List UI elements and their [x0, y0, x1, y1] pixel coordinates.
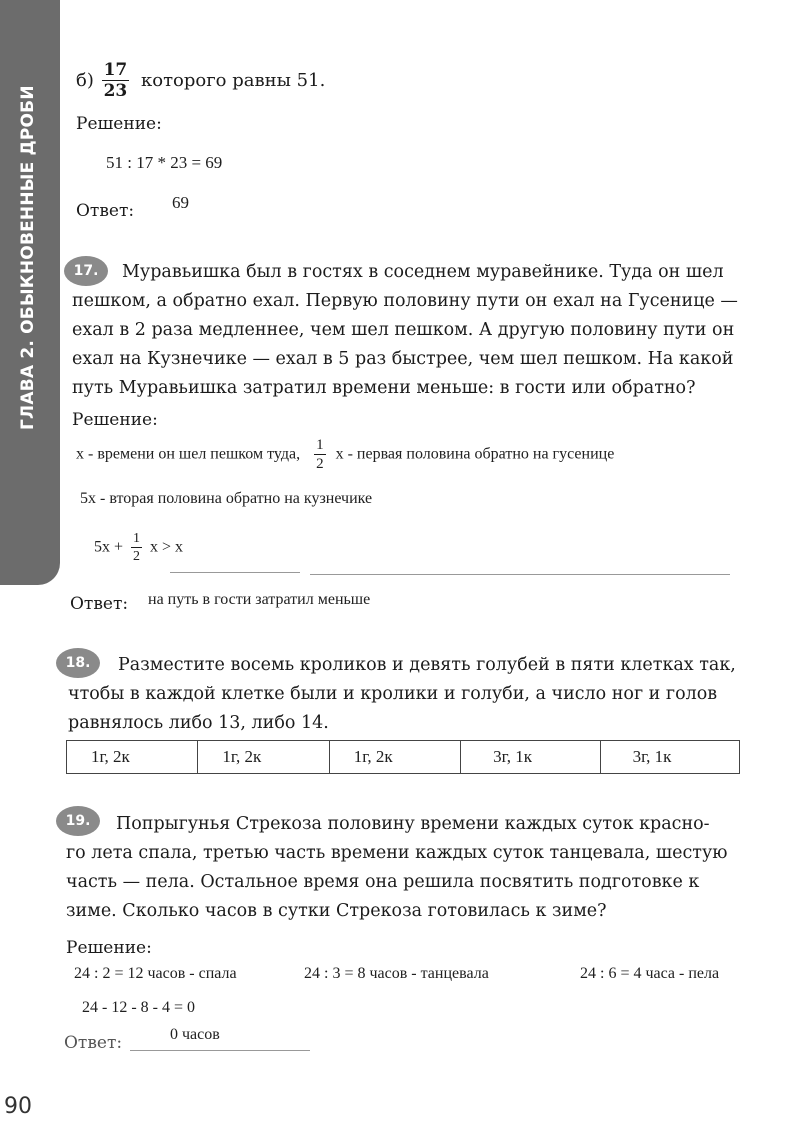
task-17-expr-left: 5x +	[94, 538, 124, 556]
chapter-sidebar	[0, 0, 60, 585]
task-17-expr-right: x > x	[150, 538, 184, 556]
task-18-badge: 18.	[56, 648, 100, 678]
task-17-badge: 17.	[64, 256, 108, 286]
task-19-line: зиме. Сколько часов в сутки Стрекоза готовилась к зиме?	[66, 901, 607, 921]
task-17-text	[72, 258, 744, 403]
task-17-expr-numerator: 1	[133, 531, 141, 546]
problem-b-answer-label: Ответ:	[76, 201, 135, 221]
task-17-answer-label: Ответ:	[70, 594, 129, 614]
problem-b-solution-label: Решение:	[76, 114, 162, 134]
task-19-line: часть — пела. Остальное время она решила посвятить подготовке к	[66, 872, 700, 892]
problem-b-prefix: б)	[76, 70, 94, 91]
cages-table	[66, 740, 740, 774]
problem-b-denominator: 23	[103, 81, 128, 101]
task-17-expr-fraction	[131, 532, 142, 564]
task-19-answer: 0 часов	[170, 1026, 220, 1043]
task-17-line1-left: x - времени он шел пешком туда,	[76, 445, 301, 463]
task-19-calc-3: 24 : 6 = 4 часа - пела	[580, 965, 720, 982]
task-19-badge: 19.	[56, 806, 100, 836]
task-19-calc-4: 24 - 12 - 8 - 4 = 0	[82, 999, 196, 1016]
problem-b-solution: 51 : 17 * 23 = 69	[106, 153, 223, 172]
problem-b-statement	[76, 62, 325, 100]
cage-cell: 3г, 1к	[461, 741, 600, 774]
problem-b-text: которого равны 51.	[141, 70, 326, 91]
problem-b-numerator: 17	[103, 60, 128, 80]
task-19-line: го лета спала, третью часть времени каждых суток танцевала, шестую	[66, 843, 728, 863]
task-19-text	[66, 810, 740, 926]
problem-b-answer: 69	[172, 193, 189, 212]
task-19-line: Попрыгунья Стрекоза половину времени каждых суток красно-	[116, 814, 710, 834]
answer-line	[310, 574, 730, 575]
task-17-line: путь Муравьишка затратил времени меньше: в гости или обратно?	[72, 378, 696, 398]
task-17-line: пешком, а обратно ехал. Первую половину пути он ехал на Гусенице —	[72, 291, 738, 311]
cage-cell: 1г, 2к	[198, 741, 329, 774]
task-17-solution-line2: 5x - вторая половина обратно на кузнечике	[80, 490, 373, 507]
task-19-answer-label: Ответ:	[64, 1033, 123, 1053]
task-17-solution-label: Решение:	[72, 410, 158, 430]
task-19-calc-1: 24 : 2 = 12 часов - спала	[74, 965, 237, 982]
cage-cell: 3г, 1к	[600, 741, 739, 774]
task-17-line: ехал на Кузнечике — ехал в 5 раз быстрее, чем шел пешком. На какой	[72, 349, 734, 369]
task-17-expression	[94, 532, 183, 564]
task-17-expr-denominator: 2	[133, 549, 141, 564]
cage-cell: 1г, 2к	[67, 741, 198, 774]
task-18-line: равнялось либо 13, либо 14.	[68, 713, 329, 733]
chapter-title: ГЛАВА 2. ОБЫКНОВЕННЫЕ ДРОБИ	[18, 85, 38, 430]
task-17-line1-numerator: 1	[316, 437, 324, 453]
answer-line	[130, 1050, 310, 1051]
task-18-line: чтобы в каждой клетке были и кролики и голуби, а число ног и голов	[68, 684, 718, 704]
task-19-calc-2: 24 : 3 = 8 часов - танцевала	[304, 965, 489, 982]
task-18-line: Разместите восемь кроликов и девять голубей в пяти клетках так,	[118, 655, 736, 675]
task-18-text	[68, 651, 740, 738]
answer-line	[170, 572, 300, 573]
task-17-line1-right: x - первая половина обратно на гусенице	[335, 445, 615, 463]
problem-b-fraction	[102, 62, 130, 100]
task-17-line: ехал в 2 раза медленнее, чем шел пешком. А другую половину пути он	[72, 320, 735, 340]
page-number: 90	[4, 1094, 32, 1119]
cage-cell: 1г, 2к	[329, 741, 460, 774]
task-17-line: Муравьишка был в гостях в соседнем муравейнике. Туда он шел	[122, 262, 724, 282]
task-17-answer: на путь в гости затратил меньше	[148, 591, 371, 608]
task-17-line1-fraction	[314, 438, 326, 472]
task-19-solution-label: Решение:	[66, 938, 152, 958]
task-17-solution-line1	[76, 438, 614, 472]
task-17-line1-denominator: 2	[316, 456, 324, 472]
